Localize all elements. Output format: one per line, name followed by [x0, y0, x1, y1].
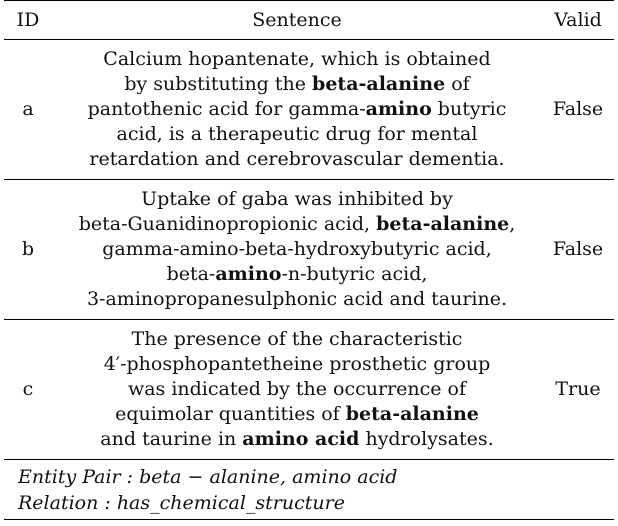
table-footer — [4, 460, 614, 520]
sentence-line — [52, 402, 542, 427]
row-id: c — [4, 320, 52, 460]
sentence-line — [52, 237, 542, 262]
table-row — [4, 40, 614, 180]
relation-line: Relation : has_chemical_structure — [18, 492, 345, 514]
sentence-text: by substituting the — [124, 73, 313, 95]
sentence-line — [52, 287, 542, 312]
sentence-text: beta-Guanidinopropionic acid, — [78, 213, 377, 235]
header-sentence: Sentence — [52, 1, 542, 40]
sentence-line — [52, 327, 542, 352]
row-valid: False — [542, 40, 614, 180]
sentence-line — [52, 187, 542, 212]
sentence-text: Uptake of gaba was inhibited by — [141, 188, 453, 210]
sentence-text: acid, is a therapeutic drug for mental — [116, 123, 478, 145]
entity-highlight: beta-alanine — [345, 403, 479, 425]
sentence-text: hydrolysates. — [359, 428, 494, 450]
row-sentence — [52, 40, 542, 180]
entity-highlight: amino — [215, 263, 282, 285]
row-valid: True — [542, 320, 614, 460]
sentence-line — [52, 72, 542, 97]
sentence-line — [52, 377, 542, 402]
table-row — [4, 320, 614, 460]
header-id: ID — [4, 1, 52, 40]
row-sentence — [52, 320, 542, 460]
results-table — [4, 0, 614, 460]
sentence-line — [52, 427, 542, 452]
sentence-text: pantothenic acid for gamma- — [87, 98, 366, 120]
entity-highlight: beta-alanine — [312, 73, 446, 95]
sentence-line — [52, 352, 542, 377]
sentence-text: gamma-amino-beta-hydroxybutyric acid, — [102, 238, 492, 260]
sentence-line — [52, 212, 542, 237]
sentence-line — [52, 122, 542, 147]
sentence-text: Calcium hopantenate, which is obtained — [103, 48, 491, 70]
sentence-text: equimolar quantities of — [115, 403, 346, 425]
row-valid: False — [542, 180, 614, 320]
sentence-text: butyric — [431, 98, 507, 120]
sentence-text: 3-aminopropanesulphonic acid and taurine. — [86, 288, 508, 310]
row-id: b — [4, 180, 52, 320]
sentence-line — [52, 47, 542, 72]
entity-pair-line: Entity Pair : beta − alanine, amino acid — [18, 466, 398, 488]
sentence-text: 4′-phosphopantetheine prosthetic group — [103, 353, 491, 375]
entity-highlight: amino — [365, 98, 432, 120]
sentence-text: was indicated by the occurrence of — [127, 378, 467, 400]
table-header-row — [4, 1, 614, 40]
entity-highlight: beta-alanine — [376, 213, 510, 235]
entity-highlight: amino acid — [242, 428, 360, 450]
sentence-text: The presence of the characteristic — [131, 328, 463, 350]
sentence-text: -n-butyric acid, — [281, 263, 428, 285]
header-valid: Valid — [542, 1, 614, 40]
sentence-text: retardation and cerebrovascular dementia. — [89, 148, 505, 170]
row-id: a — [4, 40, 52, 180]
row-sentence — [52, 180, 542, 320]
table-row — [4, 180, 614, 320]
sentence-line — [52, 147, 542, 172]
sentence-text: of — [445, 73, 470, 95]
sentence-line — [52, 262, 542, 287]
sentence-text: beta- — [166, 263, 216, 285]
sentence-line — [52, 97, 542, 122]
sentence-text: , — [509, 213, 516, 235]
sentence-text: and taurine in — [100, 428, 243, 450]
